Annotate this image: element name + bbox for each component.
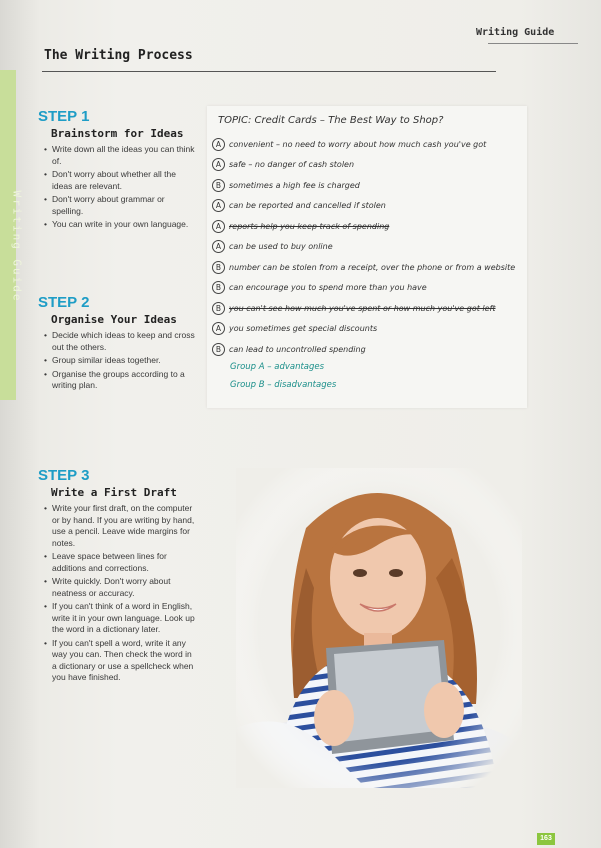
idea-text: reports help you keep track of spending: [229, 221, 390, 231]
group-marker: A: [212, 138, 225, 151]
idea-list: [212, 134, 527, 360]
bullet-item: • Write your first draft, on the computer or by hand. If you are writing by hand, use a pencil. Leave wide margins for notes.: [44, 503, 196, 549]
step-number: STEP 2: [38, 294, 90, 311]
idea-item: [212, 278, 527, 299]
bullet-item: • Don't worry about whether all the ideas are relevant.: [44, 169, 196, 192]
step-number: STEP 3: [38, 467, 90, 484]
group-marker: B: [212, 302, 225, 315]
step-heading: Brainstorm for Ideas: [51, 127, 184, 140]
group-marker: A: [212, 199, 225, 212]
idea-text: convenient – no need to worry about how much cash you've got: [229, 139, 487, 149]
idea-item: [212, 134, 527, 155]
group-marker: A: [212, 240, 225, 253]
step-bullets: [38, 503, 196, 684]
step-heading: Write a First Draft: [51, 486, 177, 499]
bullet-item: • Write quickly. Don't worry about neatness or accuracy.: [44, 576, 196, 599]
step-bullets: [38, 330, 196, 392]
section-label: Writing Guide: [476, 27, 555, 38]
idea-item: [212, 237, 527, 258]
group-marker: B: [212, 281, 225, 294]
idea-text: you sometimes get special discounts: [229, 324, 378, 334]
bullet-item: • Decide which ideas to keep and cross out the others.: [44, 330, 196, 353]
idea-text: number can be stolen from a receipt, over the phone or from a website: [229, 262, 516, 272]
header-divider: [488, 43, 578, 44]
page-number: 163: [537, 833, 555, 845]
group-marker: B: [212, 261, 225, 274]
idea-item: [212, 298, 527, 319]
step-1: [38, 109, 196, 233]
group-marker: A: [212, 220, 225, 233]
bullet-item: • Don't worry about grammar or spelling.: [44, 194, 196, 217]
bullet-item: • If you can't spell a word, write it any way you can. Then check the word in a dictionary or use a spellcheck when you have finished.: [44, 638, 196, 684]
side-tab-label: Writing Guide: [10, 190, 24, 303]
idea-item: [212, 196, 527, 217]
group-marker: B: [212, 179, 225, 192]
step-2: [38, 295, 196, 394]
idea-item: [212, 175, 527, 196]
idea-text: can encourage you to spend more than you have: [229, 283, 427, 293]
idea-text: can be reported and cancelled if stolen: [229, 201, 386, 211]
bullet-item: • You can write in your own language.: [44, 219, 196, 231]
title-divider: [42, 71, 496, 72]
idea-item: [212, 339, 527, 360]
idea-item: [212, 216, 527, 237]
idea-item: [212, 319, 527, 340]
example-topic: TOPIC: Credit Cards – The Best Way to Shop?: [218, 115, 444, 126]
idea-text: you can't see how much you've spent or how much you've got left: [229, 303, 496, 313]
step-bullets: [38, 144, 196, 231]
bullet-item: • Leave space between lines for additions and corrections.: [44, 551, 196, 574]
bullet-item: • Organise the groups according to a writing plan.: [44, 369, 196, 392]
page-title: The Writing Process: [44, 48, 193, 63]
idea-text: can be used to buy online: [229, 242, 333, 252]
bullet-item: • Write down all the ideas you can think of.: [44, 144, 196, 167]
group-marker: A: [212, 322, 225, 335]
idea-text: can lead to uncontrolled spending: [229, 344, 366, 354]
group-marker: A: [212, 158, 225, 171]
step-3: [38, 468, 196, 686]
group-a-label: Group A – advantages: [230, 362, 325, 372]
idea-item: [212, 257, 527, 278]
group-b-label: Group B – disadvantages: [230, 380, 337, 390]
idea-text: safe – no danger of cash stolen: [229, 160, 355, 170]
side-tab: [0, 70, 24, 400]
bullet-item: • Group similar ideas together.: [44, 355, 196, 367]
idea-text: sometimes a high fee is charged: [229, 180, 360, 190]
bullet-item: • If you can't think of a word in English, write it in your own language. Look up the word in a dictionary later.: [44, 601, 196, 636]
group-marker: B: [212, 343, 225, 356]
girl-with-tablet-photo: [236, 468, 522, 788]
idea-item: [212, 155, 527, 176]
step-number: STEP 1: [38, 108, 90, 125]
step-heading: Organise Your Ideas: [51, 313, 177, 326]
